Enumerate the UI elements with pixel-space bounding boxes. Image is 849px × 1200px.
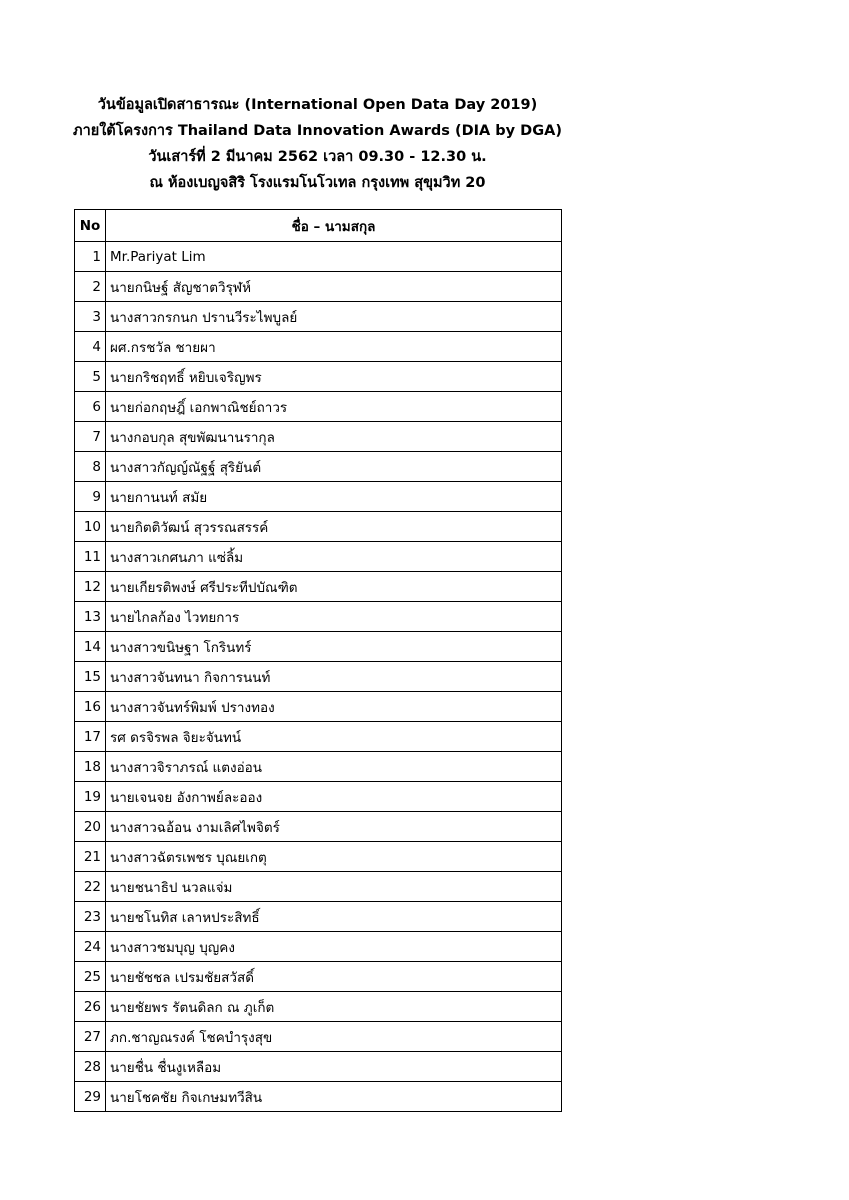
table-row	[75, 872, 562, 902]
attendee-table	[74, 209, 562, 1112]
table-row	[75, 782, 562, 812]
attendee-name: นายเกียรติพงษ์ ศรีประทีปบัณฑิต	[106, 572, 562, 602]
attendee-name: นายโชคชัย กิจเกษมทวีสิน	[106, 1082, 562, 1112]
table-row	[75, 662, 562, 692]
table-body	[75, 242, 562, 1112]
table-row	[75, 362, 562, 392]
row-number: 3	[75, 302, 106, 332]
attendee-name: นางสาวกรกนก ปรานวีระไพบูลย์	[106, 302, 562, 332]
table-row	[75, 302, 562, 332]
attendee-name: นายชื่น ชื่นงูเหลือม	[106, 1052, 562, 1082]
table-row	[75, 992, 562, 1022]
event-date-time: วันเสาร์ที่ 2 มีนาคม 2562 เวลา 09.30 - 12.30 น.	[148, 149, 487, 165]
attendee-name: นายชัยพร รัตนดิลก ณ ภูเก็ต	[106, 992, 562, 1022]
row-number: 28	[75, 1052, 106, 1082]
table-row	[75, 842, 562, 872]
row-number: 9	[75, 482, 106, 512]
table-row	[75, 902, 562, 932]
row-number: 7	[75, 422, 106, 452]
table-row	[75, 422, 562, 452]
table-row	[75, 242, 562, 272]
attendee-name: นางสาวจันทร์พิมพ์ ปรางทอง	[106, 692, 562, 722]
attendee-name: นายกานนท์ สมัย	[106, 482, 562, 512]
attendee-name: นายกนิษฐ์ สัญชาตวิรุฬห์	[106, 272, 562, 302]
table-row	[75, 452, 562, 482]
row-number: 6	[75, 392, 106, 422]
table-row	[75, 1052, 562, 1082]
column-header-no: No	[75, 210, 106, 242]
row-number: 27	[75, 1022, 106, 1052]
row-number: 8	[75, 452, 106, 482]
row-number: 4	[75, 332, 106, 362]
row-number: 13	[75, 602, 106, 632]
attendee-name: นายไกลก้อง ไวทยการ	[106, 602, 562, 632]
attendee-name: นางสาวขนิษฐา โกรินทร์	[106, 632, 562, 662]
row-number: 20	[75, 812, 106, 842]
column-header-name: ชื่อ – นามสกุล	[106, 210, 562, 242]
project-subtitle: ภายใต้โครงการ Thailand Data Innovation Awards (DIA by DGA)	[73, 123, 562, 139]
event-title: วันข้อมูลเปิดสาธารณะ (International Open Data Day 2019)	[97, 97, 538, 113]
attendee-name: นายชนาธิป นวลแจ่ม	[106, 872, 562, 902]
row-number: 12	[75, 572, 106, 602]
table-row	[75, 752, 562, 782]
row-number: 15	[75, 662, 106, 692]
table-row	[75, 722, 562, 752]
table-row	[75, 512, 562, 542]
attendee-name: Mr.Pariyat Lim	[106, 242, 562, 272]
table-row	[75, 392, 562, 422]
table-row	[75, 572, 562, 602]
attendee-name: นางกอบกุล สุขพัฒนานรากุล	[106, 422, 562, 452]
attendee-name: นางสาวฉอ้อน งามเลิศไพจิตร์	[106, 812, 562, 842]
row-number: 5	[75, 362, 106, 392]
event-venue: ณ ห้องเบญจสิริ โรงแรมโนโวเทล กรุงเทพ สุขุมวิท 20	[149, 175, 486, 191]
row-number: 14	[75, 632, 106, 662]
table-row	[75, 542, 562, 572]
table-row	[75, 812, 562, 842]
row-number: 26	[75, 992, 106, 1022]
row-number: 11	[75, 542, 106, 572]
attendee-name: นางสาวจันทนา กิจการนนท์	[106, 662, 562, 692]
attendee-name: นางสาวกัญญ์ณัฐฐ์ สุริยันต์	[106, 452, 562, 482]
table-row	[75, 602, 562, 632]
attendee-name: นายชัชชล เปรมชัยสวัสดิ์	[106, 962, 562, 992]
row-number: 2	[75, 272, 106, 302]
table-header-row	[75, 210, 562, 242]
row-number: 10	[75, 512, 106, 542]
row-number: 19	[75, 782, 106, 812]
row-number: 23	[75, 902, 106, 932]
table-row	[75, 1022, 562, 1052]
table-row	[75, 932, 562, 962]
table-row	[75, 632, 562, 662]
attendee-name: นางสาวชมบุญ บุญคง	[106, 932, 562, 962]
row-number: 21	[75, 842, 106, 872]
row-number: 18	[75, 752, 106, 782]
table-row	[75, 962, 562, 992]
table-row	[75, 332, 562, 362]
attendee-name: ภก.ชาญณรงค์ โชคบำรุงสุข	[106, 1022, 562, 1052]
attendee-name: นายเจนจย อังกาพย์ละออง	[106, 782, 562, 812]
attendee-name: นายก่อกฤษฎิ์ เอกพาณิชย์ถาวร	[106, 392, 562, 422]
table-row	[75, 692, 562, 722]
table-row	[75, 482, 562, 512]
table-row	[75, 272, 562, 302]
attendee-name: นายกริชฤทธิ์ หยิบเจริญพร	[106, 362, 562, 392]
attendee-name: นายชโนทิส เลาหประสิทธิ์	[106, 902, 562, 932]
row-number: 24	[75, 932, 106, 962]
row-number: 29	[75, 1082, 106, 1112]
attendee-name: ผศ.กรชวัล ชายผา	[106, 332, 562, 362]
attendee-name: นางสาวเกศนภา แซ่ลิ้ม	[106, 542, 562, 572]
attendee-name: รศ ดรจิรพล จิยะจันทน์	[106, 722, 562, 752]
row-number: 17	[75, 722, 106, 752]
row-number: 22	[75, 872, 106, 902]
attendee-name: นางสาวฉัตรเพชร บุณยเกตุ	[106, 842, 562, 872]
row-number: 16	[75, 692, 106, 722]
attendee-name: นางสาวจิราภรณ์ แตงอ่อน	[106, 752, 562, 782]
row-number: 1	[75, 242, 106, 272]
row-number: 25	[75, 962, 106, 992]
table-row	[75, 1082, 562, 1112]
attendee-name: นายกิตติวัฒน์ สุวรรณสรรค์	[106, 512, 562, 542]
document-header	[0, 92, 635, 196]
